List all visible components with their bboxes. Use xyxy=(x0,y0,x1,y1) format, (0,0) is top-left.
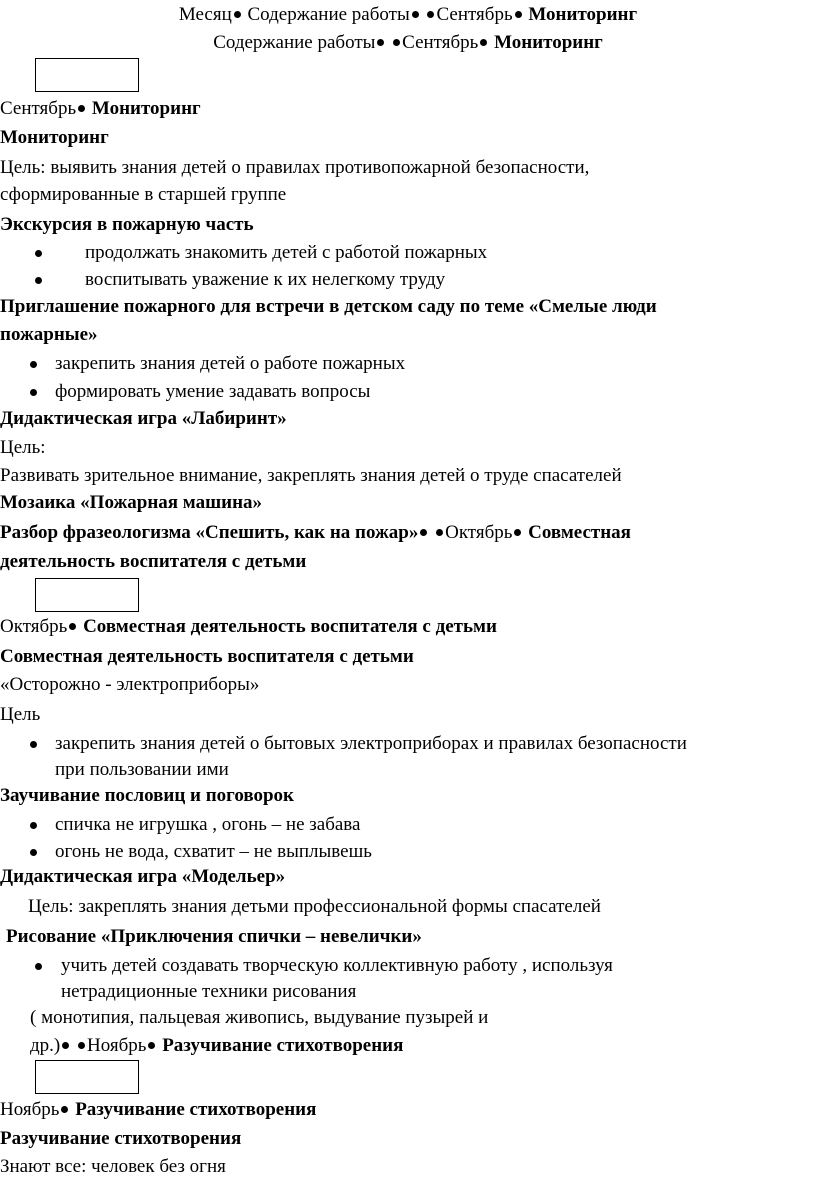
november-title-line: Ноябрь Разучивание стихотворения xyxy=(0,1099,317,1120)
drawing-end-line: др.) Ноябрь Разучивание стихотворения xyxy=(30,1035,404,1056)
bullet-dot xyxy=(412,11,419,18)
header-september: Сентябрь xyxy=(436,4,513,25)
bullet-dot xyxy=(514,529,521,536)
empty-box xyxy=(35,578,139,612)
header-content-label: Содержание работы xyxy=(242,4,410,25)
empty-box xyxy=(35,58,139,92)
list-item: при пользовании ими xyxy=(55,759,229,780)
topic-text: «Осторожно - электроприборы» xyxy=(0,674,260,695)
section-heading: Совместная деятельность воспитателя с детьми xyxy=(0,646,414,667)
goal-label: Цель: xyxy=(0,437,46,458)
bullet-dot xyxy=(234,11,241,18)
bullet-dot xyxy=(30,849,37,856)
goal-text: Развивать зрительное внимание, закреплять знания детей о труде спасателей xyxy=(0,465,622,486)
bullet-dot xyxy=(393,39,400,46)
bullet-dot xyxy=(30,389,37,396)
bullet-dot xyxy=(148,1042,155,1049)
bullet-dot xyxy=(35,250,42,257)
header-month-label: Месяц xyxy=(178,4,232,25)
list-item: продолжать знакомить детей с работой пожарных xyxy=(85,242,488,263)
bullet-dot xyxy=(35,277,42,284)
bullet-dot xyxy=(427,11,434,18)
header-line-1 xyxy=(0,2,816,28)
bullet-dot xyxy=(62,1042,69,1049)
section-heading: Приглашение пожарного для встречи в детском саду по теме «Смелые люди xyxy=(0,296,657,317)
list-item: формировать умение задавать вопросы xyxy=(55,381,371,402)
october-title-line: Октябрь Совместная деятельность воспитателя с детьми xyxy=(0,616,497,637)
phrase-line: Разбор фразеологизма «Спешить, как на пожар» Октябрь Совместная xyxy=(0,522,631,543)
bullet-dot xyxy=(420,529,427,536)
bullet-dot xyxy=(480,39,487,46)
list-item: нетрадиционные техники рисования xyxy=(61,981,357,1002)
bullet-dot xyxy=(30,822,37,829)
month-october: Октябрь xyxy=(445,522,513,543)
section-heading: Разучивание стихотворения xyxy=(0,1128,242,1149)
list-item: закрепить знания детей о бытовых электроприборах и правилах безопасности xyxy=(55,733,687,754)
section-heading: Рисование «Приключения спички – невелички» xyxy=(6,926,422,947)
header-monitoring: Мониторинг xyxy=(523,4,638,25)
section-heading: деятельность воспитателя с детьми xyxy=(0,551,307,572)
bullet-dot xyxy=(78,105,85,112)
poem-text: Знают все: человек без огня xyxy=(0,1156,226,1177)
section-heading: Дидактическая игра «Модельер» xyxy=(0,866,286,887)
list-item: огонь не вода, схватит – не выплывешь xyxy=(55,841,372,862)
bullet-dot xyxy=(436,529,443,536)
section-heading: Мозаика «Пожарная машина» xyxy=(0,492,263,513)
month-october: Октябрь xyxy=(0,616,68,637)
bullet-dot xyxy=(30,741,37,748)
list-item: воспитывать уважение к их нелегкому труду xyxy=(85,269,446,290)
bullet-dot xyxy=(35,963,42,970)
september-title-line: Сентябрь Мониторинг xyxy=(0,98,201,119)
empty-box xyxy=(35,1060,139,1094)
list-item: учить детей создавать творческую коллективную работу , используя xyxy=(61,955,613,976)
body-text: ( монотипия, пальцевая живопись, выдувание пузырей и xyxy=(30,1007,489,1028)
bullet-dot xyxy=(377,39,384,46)
goal-text: Цель: закреплять знания детьми профессиональной формы спасателей xyxy=(28,896,601,917)
month-november: Ноябрь xyxy=(87,1035,147,1056)
section-heading: Мониторинг xyxy=(0,127,109,148)
bullet-dot xyxy=(515,11,522,18)
goal-text: Цель: выявить знания детей о правилах противопожарной безопасности, xyxy=(0,157,590,178)
header-line-2: Содержание работы Сентябрь Мониторинг xyxy=(213,32,603,53)
bullet-dot xyxy=(78,1042,85,1049)
list-item: спичка не игрушка , огонь – не забава xyxy=(55,814,361,835)
section-heading: Дидактическая игра «Лабиринт» xyxy=(0,408,287,429)
goal-text: сформированные в старшей группе xyxy=(0,184,287,205)
section-heading: Экскурсия в пожарную часть xyxy=(0,214,254,235)
bullet-dot xyxy=(69,623,76,630)
bullet-dot xyxy=(61,1106,68,1113)
list-item: закрепить знания детей о работе пожарных xyxy=(55,353,406,374)
month-november: Ноябрь xyxy=(0,1099,60,1120)
bullet-dot xyxy=(30,361,37,368)
month-september: Сентябрь xyxy=(0,98,77,119)
section-heading: пожарные» xyxy=(0,324,98,345)
goal-label: Цель xyxy=(0,704,41,725)
section-heading: Заучивание пословиц и поговорок xyxy=(0,785,295,806)
